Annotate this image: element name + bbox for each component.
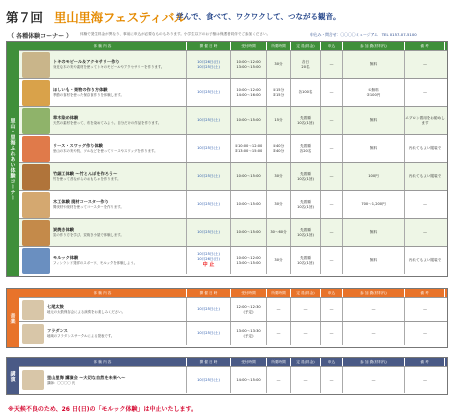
note-cell-text: ― <box>423 307 427 312</box>
event-desc: 講師：〇〇〇〇 氏 <box>47 380 76 385</box>
duration-cell <box>267 247 291 274</box>
note-cell <box>405 298 445 321</box>
duration-cell-text: 30分 <box>274 202 283 207</box>
table-row <box>19 50 447 78</box>
event-text <box>47 328 186 338</box>
fee-cell-text: 無料 <box>369 146 378 151</box>
event-name: 炭焼き体験 <box>53 227 74 233</box>
duration-cell <box>267 163 291 190</box>
capacity-cell-text: 各日 20名 <box>301 59 310 69</box>
note-cell <box>405 322 445 345</box>
time-cell <box>231 51 267 78</box>
note-cell-text: ― <box>423 377 427 382</box>
time-cell <box>231 79 267 106</box>
time-cell-text: ①10:00～12:00 ②13:00～15:00 <box>234 143 263 153</box>
event-photo <box>22 220 50 246</box>
event-cell <box>19 367 187 393</box>
capacity-cell-text: 先着順 10名(1回) <box>297 171 314 181</box>
capacity-cell-text: 先着順 10名(1回) <box>297 115 314 125</box>
capacity-cell <box>291 79 321 106</box>
time-cell <box>231 107 267 134</box>
cancel-mark: 中 止 <box>202 261 215 268</box>
note-cell-text: ― <box>423 62 427 67</box>
event-name: トキのモビール＆アクセサリー作り <box>53 59 120 65</box>
page-header <box>6 6 446 30</box>
event-cell <box>19 247 187 274</box>
col-header: 申込 <box>321 42 343 50</box>
apply-cell <box>321 247 343 274</box>
time-cell-text: 10:00～12:00 13:00～15:00 <box>236 59 261 69</box>
col-header: 体 験 内 容 <box>19 289 187 297</box>
cancellation-notice: ※天候不良のため、26 日(日)の「モルック体験」は中止いたします。 <box>8 406 198 413</box>
event-cell <box>19 79 187 106</box>
capacity-cell <box>291 298 321 321</box>
event-desc: フィンランド発祥のスポーツ、モルックを体験しよう。 <box>53 261 138 266</box>
note-cell-text: ― <box>423 331 427 336</box>
table-header <box>19 289 447 297</box>
event-name: 木工体験 廃材コースター作り <box>53 199 109 205</box>
event-photo <box>22 52 50 78</box>
col-header: 受付時間 <box>231 42 267 50</box>
note-cell <box>405 247 445 274</box>
col-header: 備 考 <box>405 289 445 297</box>
event-date-2: 10月25日(土) <box>197 64 220 69</box>
event-cell <box>19 135 187 162</box>
fee-cell <box>343 135 405 162</box>
note-cell <box>405 79 445 106</box>
apply-cell <box>321 191 343 218</box>
time-cell <box>231 298 267 321</box>
capacity-cell <box>291 219 321 246</box>
event-date: 10月26日(日) <box>197 59 220 64</box>
apply-cell <box>321 135 343 162</box>
event-cell <box>19 107 187 134</box>
note-cell-text: 汚れてもよい服装で <box>408 146 442 151</box>
time-cell-text: 10:00～15:00 <box>236 174 261 179</box>
col-header: 参 加 費(材料代) <box>343 42 405 50</box>
apply-cell <box>321 298 343 321</box>
duration-cell-text: ①15分 ②15分 <box>272 87 285 97</box>
event-text <box>53 227 186 237</box>
time-cell <box>231 191 267 218</box>
time-cell-text: 13:00～13:30 (予定) <box>236 328 261 338</box>
event-date: 10月25日(土) <box>197 252 220 257</box>
time-cell-text: 10:00～15:00 <box>236 118 261 123</box>
group-experience <box>6 41 448 277</box>
date-cell <box>187 135 231 162</box>
table-row <box>19 78 447 106</box>
edition-label: 第７回 <box>6 10 43 25</box>
time-cell-text: 10:00～15:00 <box>236 230 261 235</box>
apply-cell <box>321 322 343 345</box>
event-desc: 竹を使って昔ながらのおもちゃを作ります。 <box>53 177 121 182</box>
capacity-cell <box>291 247 321 274</box>
capacity-cell <box>291 322 321 345</box>
table-row <box>19 218 447 246</box>
event-text <box>47 375 186 385</box>
duration-cell <box>267 191 291 218</box>
apply-cell-text: ― <box>329 230 334 235</box>
group-music <box>6 288 448 348</box>
capacity-cell-text: ― <box>303 331 308 336</box>
note-cell-text: 汚れてもよい服装で <box>408 258 442 263</box>
event-cell <box>19 163 187 190</box>
col-header: 定 員(料金) <box>291 42 321 50</box>
fee-cell <box>343 79 405 106</box>
event-date: 10月25日(土) <box>197 331 220 336</box>
time-cell-text: 10:00～15:00 <box>236 202 261 207</box>
date-cell <box>187 51 231 78</box>
time-cell <box>231 163 267 190</box>
note-cell-text: ― <box>423 202 427 207</box>
fee-cell-text: 700～1,200円 <box>361 202 386 207</box>
apply-cell-text: ― <box>329 202 334 207</box>
table-header <box>19 42 447 50</box>
duration-cell <box>267 219 291 246</box>
event-cell <box>19 51 187 78</box>
table-row <box>19 134 447 162</box>
event-photo <box>22 370 44 390</box>
event-text <box>53 115 186 125</box>
time-cell <box>231 247 267 274</box>
capacity-cell <box>291 163 321 190</box>
event-date: 10月25日(土) <box>197 230 220 235</box>
time-cell <box>231 322 267 345</box>
event-name: モルック体験 <box>53 255 79 261</box>
event-text <box>53 143 186 153</box>
fee-cell <box>343 51 405 78</box>
table-row <box>19 366 447 393</box>
date-cell <box>187 298 231 321</box>
col-header: 受付時間 <box>231 358 267 366</box>
event-date: 10月25日(土) <box>197 118 220 123</box>
group-side-label: 音楽 <box>7 289 19 347</box>
capacity-cell-text: 先着順 10名(1回) <box>297 199 314 209</box>
duration-cell <box>267 322 291 345</box>
col-header: 受付時間 <box>231 289 267 297</box>
fee-cell <box>343 191 405 218</box>
date-cell <box>187 79 231 106</box>
fee-cell-text: 無料 <box>369 62 378 67</box>
event-cell <box>19 298 187 321</box>
apply-cell <box>321 79 343 106</box>
fee-cell <box>343 367 405 393</box>
col-header: 開 催 日 時 <box>187 42 231 50</box>
capacity-cell-text: 先着順 各20名 <box>299 143 312 153</box>
table-row <box>19 297 447 321</box>
event-date: 10月25日(土) <box>197 174 220 179</box>
event-date: 10月25日(土) <box>197 146 220 151</box>
time-cell-text: 14:00～15:00 <box>236 377 261 382</box>
event-photo <box>22 324 44 344</box>
capacity-cell <box>291 107 321 134</box>
duration-cell-text: ①40分 ②40分 <box>272 143 285 153</box>
apply-cell-text: ― <box>329 258 334 263</box>
duration-cell-text: 30～60分 <box>270 230 287 235</box>
event-photo <box>22 248 50 274</box>
fee-cell <box>343 322 405 345</box>
time-cell <box>231 135 267 162</box>
event-photo <box>22 136 50 162</box>
capacity-cell-text: ― <box>303 307 308 312</box>
note-cell <box>405 219 445 246</box>
fee-cell-text: 無料 <box>369 230 378 235</box>
event-photo <box>22 164 50 190</box>
col-header: 参 加 費(材料代) <box>343 358 405 366</box>
capacity-cell <box>291 191 321 218</box>
lecture-table <box>19 358 447 393</box>
col-header: 備 考 <box>405 42 445 50</box>
duration-cell-text: 30分 <box>274 62 283 67</box>
apply-cell-text: ― <box>329 62 334 67</box>
table-row <box>19 190 447 218</box>
event-name: 七尾太鼓 <box>47 304 64 310</box>
note-cell <box>405 191 445 218</box>
duration-cell-text: 30分 <box>274 258 283 263</box>
event-date: 10月25日(土) <box>197 307 220 312</box>
fee-cell-text: ― <box>371 331 376 336</box>
table-header <box>19 358 447 366</box>
section-note: 体験で発生料金が異なり、事前に申込が必要なものもあります。小学生以下のお子様は保護者同伴でご参加ください。 <box>80 32 271 36</box>
apply-cell-text: ― <box>329 90 334 95</box>
time-cell <box>231 219 267 246</box>
duration-cell-text: 30分 <box>274 174 283 179</box>
note-cell <box>405 135 445 162</box>
table-row <box>19 246 447 274</box>
note-cell <box>405 163 445 190</box>
fee-cell <box>343 298 405 321</box>
duration-cell <box>267 367 291 393</box>
event-photo <box>22 300 44 320</box>
duration-cell <box>267 79 291 106</box>
capacity-cell-text: 各100名 <box>298 90 313 95</box>
fee-cell-text: 無料 <box>369 258 378 263</box>
note-cell <box>405 51 445 78</box>
apply-cell <box>321 219 343 246</box>
date-cell <box>187 163 231 190</box>
col-header: 備 考 <box>405 358 445 366</box>
col-header: 開 催 日 時 <box>187 289 231 297</box>
event-date: 10月25日(土) <box>197 90 220 95</box>
table-row <box>19 106 447 134</box>
event-date: 10月25日(土) <box>197 202 220 207</box>
event-desc: 天然の素材を使って、布を染めてみよう。自分だけの作品を作ります。 <box>53 121 162 126</box>
event-date-2: 10月26日(日) <box>197 257 220 262</box>
apply-cell-text: ― <box>329 118 334 123</box>
date-cell <box>187 191 231 218</box>
col-header: 定 員(料金) <box>291 289 321 297</box>
tagline: 学んで、食べて、ワクワクして、つながる観音。 <box>176 12 341 21</box>
fee-cell <box>343 219 405 246</box>
time-cell-text: 10:00～12:00 14:00～16:00 <box>236 87 261 97</box>
event-text <box>53 171 186 181</box>
col-header: 体 験 内 容 <box>19 42 187 50</box>
event-name: リース・スワッグ作り体験 <box>53 143 103 149</box>
time-cell <box>231 367 267 393</box>
duration-cell-text: ― <box>276 331 281 336</box>
duration-cell-text: ― <box>276 377 281 382</box>
group-side-label: 講演 <box>7 358 19 394</box>
note-cell <box>405 367 445 393</box>
festival-title: 里山里海フェスティバル <box>54 10 187 25</box>
event-photo <box>22 192 50 218</box>
col-header: 申込 <box>321 358 343 366</box>
note-cell <box>405 107 445 134</box>
event-cell <box>19 322 187 345</box>
col-header: 所要時間 <box>267 289 291 297</box>
apply-cell <box>321 51 343 78</box>
duration-cell-text: 15分 <box>274 118 283 123</box>
event-text <box>53 199 186 209</box>
event-desc: 地元の太鼓保存会による演奏をお楽しみください。 <box>47 310 125 315</box>
apply-cell-text: ― <box>329 377 334 382</box>
music-table <box>19 289 447 345</box>
note-cell-text: 汚れてもよい服装で <box>408 174 442 179</box>
col-header: 所要時間 <box>267 42 291 50</box>
duration-cell <box>267 107 291 134</box>
event-cell <box>19 219 187 246</box>
duration-cell-text: ― <box>276 307 281 312</box>
col-header: 体 験 内 容 <box>19 358 187 366</box>
note-cell-text: エプロン着用をお勧めします <box>405 115 445 125</box>
capacity-cell-text: ― <box>303 377 308 382</box>
note-cell-text: ― <box>423 90 427 95</box>
apply-cell-text: ― <box>329 174 334 179</box>
col-header: 所要時間 <box>267 358 291 366</box>
event-text <box>53 255 186 265</box>
fee-cell-text: ― <box>371 307 376 312</box>
event-cell <box>19 191 187 218</box>
table-row <box>19 321 447 345</box>
fee-cell-text: ①無料 ②100円 <box>366 87 381 97</box>
event-text <box>47 304 186 314</box>
capacity-cell-text: 先着順 10名(1回) <box>297 255 314 265</box>
apply-cell <box>321 163 343 190</box>
apply-cell <box>321 107 343 134</box>
section-label: （ 各種体験コーナー ） <box>8 33 73 40</box>
event-name: 里山里海 講演会 ～大切な自然を未来へ～ <box>47 374 126 380</box>
fee-cell <box>343 163 405 190</box>
date-cell <box>187 367 231 393</box>
apply-cell-text: ― <box>329 307 334 312</box>
event-desc: 身近な木の実や素材を使ってトキのモビールやアクセサリーを作ります。 <box>53 65 165 70</box>
event-desc: 間伐材や廃材を使ってコースターを作ります。 <box>53 205 124 210</box>
time-cell-text: 10:00～12:00 13:00～15:00 <box>236 255 261 265</box>
fee-cell <box>343 247 405 274</box>
time-cell-text: 12:00～12:30 (予定) <box>236 304 261 314</box>
note-cell-text: ― <box>423 230 427 235</box>
event-name: 竹細工体験 ～竹とんぼを作ろう～ <box>53 171 118 177</box>
event-desc: 炭の作り方を学び、炭焼き小屋で体験します。 <box>53 233 124 238</box>
apply-cell-text: ― <box>329 146 334 151</box>
event-date: 10月25日(土) <box>197 377 220 382</box>
date-cell <box>187 219 231 246</box>
capacity-cell <box>291 51 321 78</box>
organizer-info: 申込み・問合せ：〇〇〇〇ミュージアム TEL 0157-07-5100 <box>310 32 417 37</box>
apply-cell <box>321 367 343 393</box>
capacity-cell-text: 先着順 10名(1回) <box>297 227 314 237</box>
event-name: ほしいも・果物の作り方体験 <box>53 87 108 93</box>
event-name: フラダンス <box>47 328 68 334</box>
event-photo <box>22 108 50 134</box>
group-lecture <box>6 357 448 395</box>
event-desc: 地域のフラダンスサークルによる発表です。 <box>47 334 115 339</box>
duration-cell <box>267 51 291 78</box>
experience-table <box>19 42 447 274</box>
event-text <box>53 87 186 97</box>
date-cell <box>187 247 231 274</box>
duration-cell <box>267 298 291 321</box>
event-text <box>53 59 186 69</box>
col-header: 定 員(料金) <box>291 358 321 366</box>
event-photo <box>22 80 50 106</box>
event-desc: 里山の木の実や枝、ツルなどを使ってリースやスワッグを作ります。 <box>53 149 158 154</box>
fee-cell-text: 無料 <box>369 118 378 123</box>
apply-cell-text: ― <box>329 331 334 336</box>
event-name: 草木染め体験 <box>53 115 79 121</box>
fee-cell-text: 100円 <box>368 174 379 179</box>
col-header: 申込 <box>321 289 343 297</box>
fee-cell <box>343 107 405 134</box>
duration-cell <box>267 135 291 162</box>
date-cell <box>187 322 231 345</box>
capacity-cell <box>291 135 321 162</box>
date-cell <box>187 107 231 134</box>
fee-cell-text: ― <box>371 377 376 382</box>
table-row <box>19 162 447 190</box>
capacity-cell <box>291 367 321 393</box>
col-header: 参 加 費(材料代) <box>343 289 405 297</box>
event-desc: 季節の食材を使った保存食作りを体験します。 <box>53 93 124 98</box>
col-header: 開 催 日 時 <box>187 358 231 366</box>
group-side-label: 里山・里海ふれあい体験コーナー <box>7 42 19 276</box>
